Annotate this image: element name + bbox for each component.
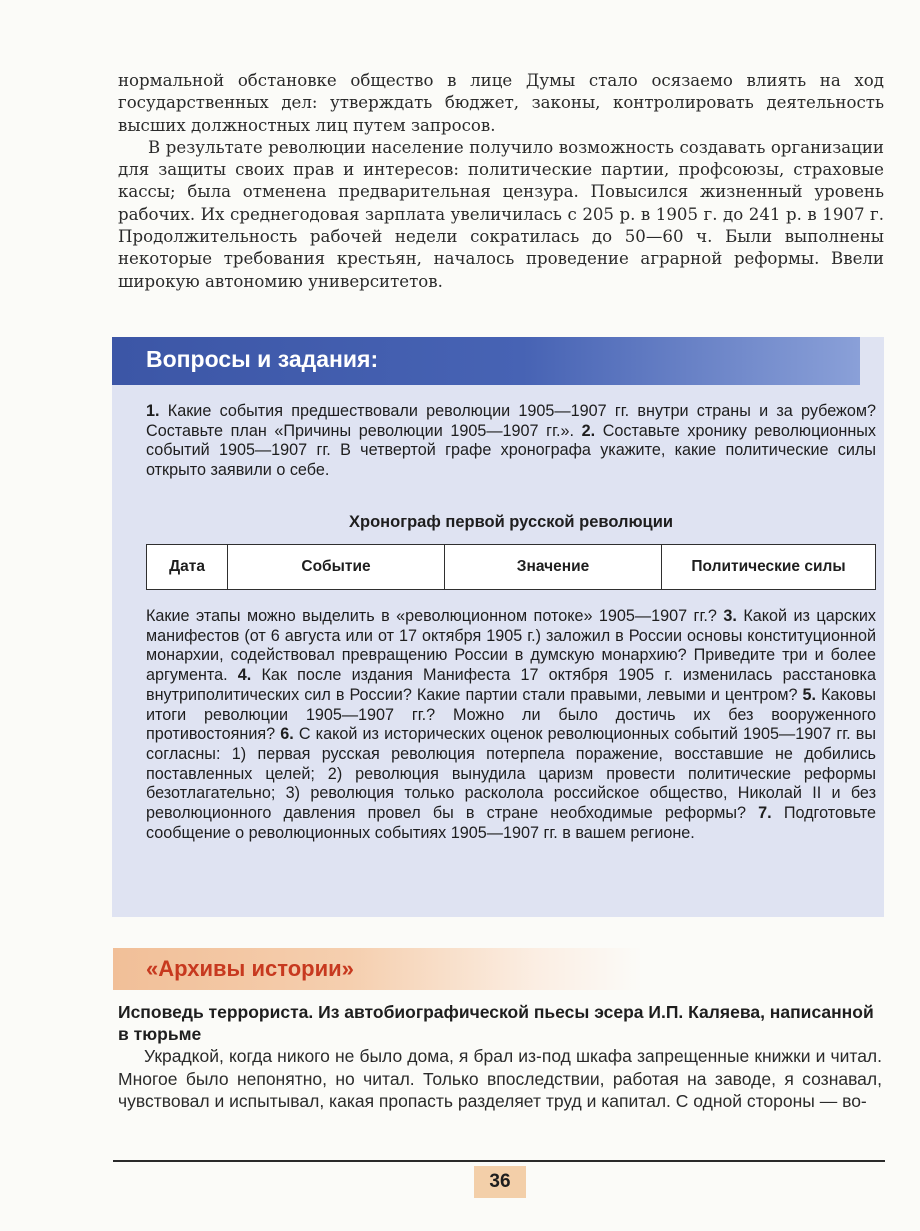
question-2-number: 2. (581, 421, 596, 440)
question-7-text: Подготовьте сообщение о революционных событиях 1905—1907 гг. в вашем регионе. (146, 804, 876, 842)
question-1-text: Какие события предшествовали революции 1905—1907 гг. внутри страны и за рубежом? Составьте план «Причины революции 1905—1907 гг.». (146, 402, 876, 440)
question-2-continuation: Какие этапы можно выделить в «революционном потоке» 1905—1907 гг.? (146, 607, 717, 625)
question-6-text: С какой из исторических оценок революционных событий 1905—1907 гг. вы согласны: 1) первая русская революция потерпела поражение, восставшие не добились поставленных целей; 2) революция вынудила царизм провести политические реформы безотлагательно; 3) революция только расколола российское общество, Николай II и без революционного давления провел бы в стране необходимые реформы? (146, 725, 877, 823)
intro-paragraph-2: В результате революции население получило возможность создавать организации для защиты своих прав и интересов: политические партии, профсоюзы, страховые кассы; была отменена предварительная цензура. Повысился жизненный уровень рабочих. Их среднегодовая зарплата увеличилась с 205 р. в 1905 г. до 241 р. в 1907 г. Продолжительность рабочей недели сократилась до 50—60 ч. Были выполнены некоторые требования крестьян, началось проведение аграрной реформы. Ввели широкую автономию университетов. (118, 137, 884, 291)
chrono-col-date: Дата (147, 545, 228, 590)
question-6-number: 6. (280, 725, 294, 744)
question-7-number: 7. (758, 804, 772, 823)
question-5-number: 5. (802, 685, 817, 704)
question-4-text: Как после издания Манифеста 17 октября 1905 г. изменилась расстановка внутриполитических сил в России? Какие партии стали правыми, левыми и центром? (146, 666, 876, 704)
archives-heading: Исповедь террориста. Из автобиографической пьесы эсера И.П. Каляева, написанной в тюрьме (118, 1002, 874, 1044)
question-3-number: 3. (723, 607, 737, 625)
questions-title: Вопросы и задания: (146, 346, 379, 372)
questions-part-1 (146, 402, 876, 481)
bottom-divider (113, 1160, 885, 1162)
chronograph-table (146, 544, 876, 590)
chrono-col-event: Событие (228, 545, 445, 590)
intro-text (118, 70, 884, 293)
chrono-col-significance: Значение (445, 545, 662, 590)
chrono-col-political-forces: Политические силы (662, 545, 876, 590)
archives-text: Украдкой, когда никого не было дома, я брал из-под шкафа запрещенные книжки и читал. Многое было непонятно, но читал. Только впоследствии, работая на заводе, я сознавал, чувствовал и испытывал, какая пропасть разделяет труд и капитал. С одной стороны — во- (118, 1046, 882, 1111)
question-2-text: Составьте хронику революционных событий 1905—1907 гг. В четвертой графе хронографа укажите, какие политические силы открыто заявили о себе. (146, 421, 876, 480)
archives-section (118, 1002, 882, 1113)
chronograph-header-row (147, 545, 876, 590)
question-5-text: Каковы итоги революции 1905—1907 гг.? Можно ли было достичь их без вооруженного противостояния? (146, 685, 876, 744)
intro-paragraph-1: нормальной обстановке общество в лице Думы стало осязаемо влиять на ход государственных дел: утверждать бюджет, законы, контролировать деятельность высших должностных лиц путем запросов. (118, 71, 884, 135)
question-1-number: 1. (146, 402, 160, 420)
questions-part-2 (146, 607, 876, 843)
archives-title: «Архивы истории» (146, 956, 354, 981)
chronograph-title: Хронограф первой русской революции (349, 513, 673, 531)
question-3-text: Какой из царских манифестов (от 6 августа или от 17 октября 1905 г.) заложил в России основы конституционной монархии, содействовал превращению России в думскую монархию? Приведите три и более аргумента. (146, 607, 877, 685)
question-4-number: 4. (237, 666, 252, 685)
page-number: 36 (489, 1171, 511, 1192)
